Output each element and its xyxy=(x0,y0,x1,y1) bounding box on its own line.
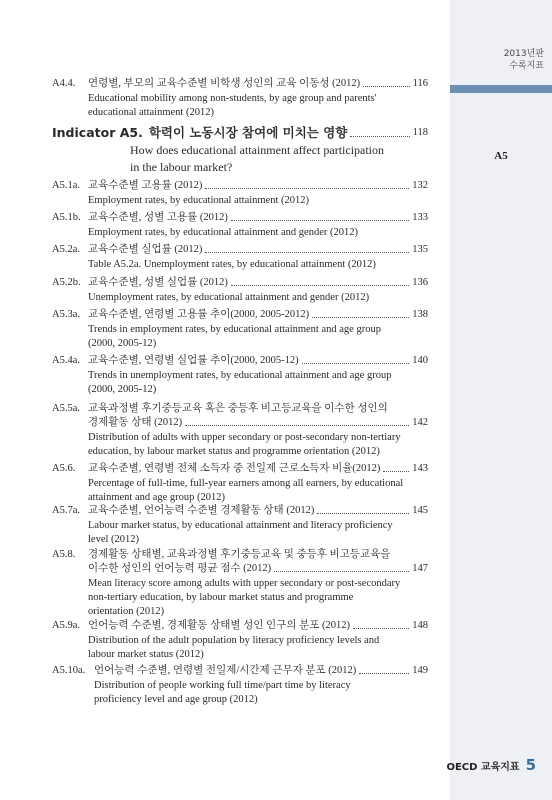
entry-title-ko: 이수한 성인의 언어능력 평균 점수 (2012) 147 xyxy=(88,563,428,574)
entry-title-ko: 경제활동 상태 (2012) 142 xyxy=(88,417,428,428)
entry-title-en: (2000, 2005-12) xyxy=(88,384,157,395)
entry-title-en: Mean literacy score among adults with upper secondary or post-secondary xyxy=(88,578,401,589)
leader-dots xyxy=(350,136,409,137)
entry-title-en: proficiency level and age group (2012) xyxy=(94,694,258,705)
entry-code: A5.1a. xyxy=(52,180,80,191)
entry-code: A5.5a. xyxy=(52,403,80,414)
leader-dots xyxy=(363,86,409,87)
entry-code: A5.2b. xyxy=(52,277,81,288)
entry-title-en: Employment rates, by educational attainment and gender (2012) xyxy=(88,227,358,238)
leader-dots xyxy=(231,220,409,221)
entry-page: 136 xyxy=(412,277,428,288)
leader-dots xyxy=(359,673,409,674)
sidebar-header xyxy=(504,48,544,72)
entry-title-en: Employment rates, by educational attainment (2012) xyxy=(88,195,310,206)
entry-title-ko: 교육수준별 실업률 (2012) 135 xyxy=(88,244,428,255)
entry-title-ko: 연령별, 부모의 교육수준별 비학생 성인의 교육 이동성 (2012) 116 xyxy=(88,78,428,89)
entry-title-en: Labour market status, by educational attainment and literacy proficiency xyxy=(88,520,393,531)
entry-title-ko: 교육수준별, 연령별 고용률 추이(2000, 2005-2012) 138 xyxy=(88,309,428,320)
entry-title-en: Table A5.2a. Unemployment rates, by educational attainment (2012) xyxy=(88,259,376,270)
indicator-title-en: How does educational attainment affect participation xyxy=(130,143,385,157)
entry-code: A5.4a. xyxy=(52,355,80,366)
leader-dots xyxy=(353,628,409,629)
leader-dots xyxy=(205,252,409,253)
entry-page: 147 xyxy=(412,563,428,574)
entry-page: 116 xyxy=(412,78,428,89)
entry-title-en: education, by labour market status and programme orientation (2012) xyxy=(88,446,380,457)
entry-page: 142 xyxy=(412,417,428,428)
entry-page: 148 xyxy=(412,620,428,631)
entry-code: A5.3a. xyxy=(52,309,80,320)
entry-title-en: Distribution of adults with upper secondary or post-secondary non-tertiary xyxy=(88,432,401,443)
entry-code: A5.2a. xyxy=(52,244,80,255)
leader-dots xyxy=(205,188,409,189)
entry-code: A5.6. xyxy=(52,463,76,474)
entry-page: 138 xyxy=(412,309,428,320)
entry-title-en: Trends in employment rates, by educational attainment and age group xyxy=(88,324,381,335)
entry-code: A5.7a. xyxy=(52,505,80,516)
section-label: 수록지표 xyxy=(509,61,544,71)
entry-title-ko: 교육수준별, 성별 고용률 (2012) 133 xyxy=(88,212,428,223)
entry-title-en: (2000, 2005-12) xyxy=(88,338,157,349)
entry-title-ko: 교육수준별, 연령별 실업률 추이(2000, 2005-12) 140 xyxy=(88,355,428,366)
indicator-title: 학력이 노동시장 참여에 미치는 영향 xyxy=(148,125,348,140)
page-number: 5 xyxy=(525,756,536,774)
page-footer xyxy=(446,756,536,774)
entry-title-ko: 교육수준별, 연령별 전체 소득자 중 전일제 근로소득자 비율(2012) 143 xyxy=(88,463,428,474)
entry-title-en: Distribution of the adult population by literacy proficiency levels and xyxy=(88,635,380,646)
leader-dots xyxy=(231,285,409,286)
entry-page: 132 xyxy=(412,180,428,191)
entry-title-ko: 교육과정별 후기중등교육 혹은 중등후 비고등교육을 이수한 성인의 xyxy=(88,403,388,414)
accent-bar xyxy=(450,85,552,93)
entry-title-en: Percentage of full-time, full-year earners among all earners, by educational xyxy=(88,478,404,489)
entry-page: 145 xyxy=(412,505,428,516)
indicator-title-en: in the labour market? xyxy=(130,160,233,174)
entry-title-en: labour market status (2012) xyxy=(88,649,204,660)
entry-page: 135 xyxy=(412,244,428,255)
entry-page: 149 xyxy=(412,665,428,676)
entry-title-ko: 경제활동 상태별, 교육과정별 후기중등교육 및 중등후 비고등교육을 xyxy=(88,549,391,560)
entry-title-ko: 언어능력 수준별, 경제활동 상태별 성인 인구의 분포 (2012) 148 xyxy=(88,620,428,631)
indicator-title-ko xyxy=(52,125,428,141)
entry-code: A5.10a. xyxy=(52,665,86,676)
entry-code: A5.8. xyxy=(52,549,76,560)
entry-title-en: Trends in unemployment rates, by educational attainment and age group xyxy=(88,370,392,381)
entry-page: 133 xyxy=(412,212,428,223)
sidebar-panel xyxy=(450,0,552,800)
entry-title-en: orientation (2012) xyxy=(88,606,165,617)
entry-title-en: non-tertiary education, by labour market status and programme xyxy=(88,592,354,603)
entry-title-ko: 교육수준별 고용률 (2012) 132 xyxy=(88,180,428,191)
entry-page: 143 xyxy=(412,463,428,474)
leader-dots xyxy=(383,471,409,472)
entry-title-en: attainment and age group (2012) xyxy=(88,492,226,503)
entry-page: 140 xyxy=(412,355,428,366)
indicator-page: 118 xyxy=(412,127,428,138)
indicator-label: Indicator A5. xyxy=(52,125,143,140)
entry-title-ko: 교육수준별, 언어능력 수준별 경제활동 상태 (2012) 145 xyxy=(88,505,428,516)
entry-title-en: educational attainment (2012) xyxy=(88,107,214,118)
leader-dots xyxy=(317,513,409,514)
entry-code: A5.1b. xyxy=(52,212,81,223)
leader-dots xyxy=(312,317,409,318)
footer-text: OECD 교육지표 xyxy=(446,762,520,773)
leader-dots xyxy=(302,363,410,364)
entry-title-en: level (2012) xyxy=(88,534,140,545)
entry-title-ko: 언어능력 수준별, 연령별 전일제/시간제 근무자 분포 (2012) 149 xyxy=(94,665,428,676)
leader-dots xyxy=(274,571,409,572)
entry-code: A5.9a. xyxy=(52,620,80,631)
entry-title-en: Unemployment rates, by educational attainment and gender (2012) xyxy=(88,292,370,303)
entry-title-ko: 교육수준별, 성별 실업률 (2012) 136 xyxy=(88,277,428,288)
leader-dots xyxy=(185,425,409,426)
entry-title-en: Distribution of people working full time/part time by literacy xyxy=(94,680,351,691)
indicator-side-tag: A5 xyxy=(494,150,508,162)
edition-label: 2013년판 xyxy=(503,49,544,59)
entry-code: A4.4. xyxy=(52,78,76,89)
entry-title-en: Educational mobility among non-students, by age group and parents' xyxy=(88,93,377,104)
